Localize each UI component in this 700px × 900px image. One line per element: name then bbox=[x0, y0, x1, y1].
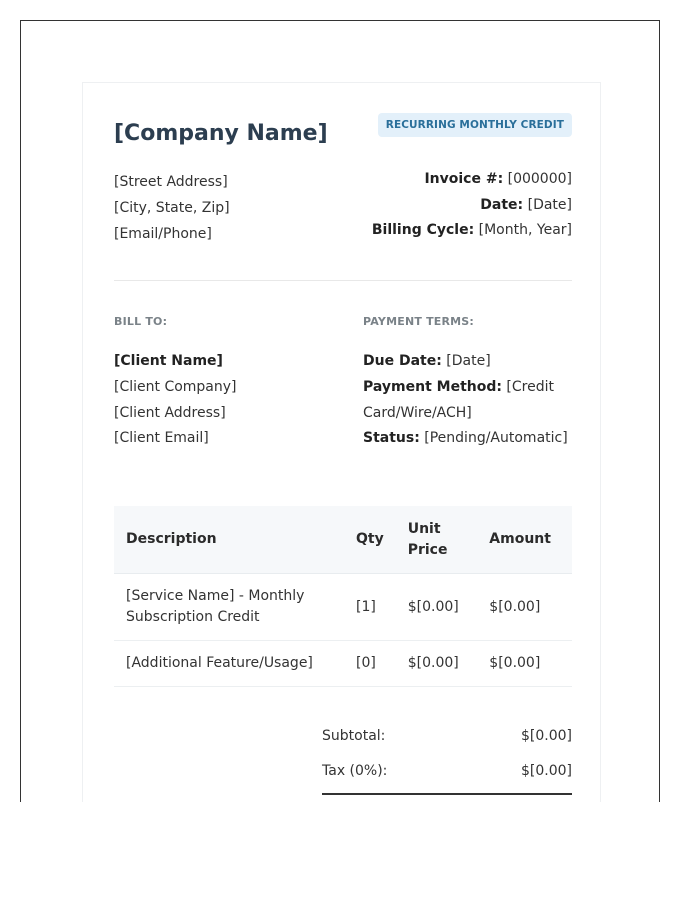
header-qty: Qty bbox=[344, 506, 396, 574]
row-qty: [1] bbox=[344, 574, 396, 641]
tax-row bbox=[322, 758, 572, 793]
invoice-number-line bbox=[372, 167, 572, 193]
client-name: [Client Name] bbox=[114, 353, 223, 369]
sender-address bbox=[114, 169, 230, 247]
invoice-meta bbox=[372, 167, 572, 244]
sender-city: [City, State, Zip] bbox=[114, 200, 230, 216]
due-date-label: Due Date: bbox=[363, 353, 442, 369]
sender-contact: [Email/Phone] bbox=[114, 226, 212, 242]
status-value: [Pending/Automatic] bbox=[424, 430, 568, 447]
payment-method-value: [Credit Card/Wire/ACH] bbox=[363, 378, 554, 421]
invoice-date-label: Date: bbox=[480, 196, 524, 213]
invoice-date-line bbox=[372, 193, 572, 219]
payment-method-label: Payment Method: bbox=[363, 378, 502, 395]
tax-value: $[0.00] bbox=[520, 763, 572, 779]
invoice-number-label: Invoice #: bbox=[424, 171, 504, 187]
billing-cycle-value: [Month, Year] bbox=[478, 222, 572, 238]
row-qty: [0] bbox=[344, 641, 396, 687]
row-unit-price: $[0.00] bbox=[396, 574, 478, 641]
bill-to-label: BILL TO: bbox=[114, 315, 168, 328]
header-description: Description bbox=[114, 506, 344, 574]
invoice-card bbox=[82, 82, 601, 802]
row-amount: $[0.00] bbox=[477, 641, 572, 687]
header-unit-price: Unit Price bbox=[396, 506, 478, 574]
subtotal-value: $[0.00] bbox=[520, 728, 572, 744]
due-date-line bbox=[363, 349, 575, 375]
row-amount: $[0.00] bbox=[477, 574, 572, 641]
subtotal-row bbox=[322, 723, 572, 758]
invoice-number-value: [000000] bbox=[507, 171, 572, 187]
client-address: [Client Address] bbox=[114, 404, 226, 421]
company-name: [Company Name] bbox=[114, 121, 328, 146]
sender-street: [Street Address] bbox=[114, 174, 228, 190]
tax-label: Tax (0%): bbox=[322, 763, 388, 779]
client-company: [Client Company] bbox=[114, 378, 237, 395]
page-frame bbox=[20, 20, 660, 802]
billing-cycle-line bbox=[372, 218, 572, 244]
status-line bbox=[363, 426, 575, 452]
recurring-badge: RECURRING MONTHLY CREDIT bbox=[378, 113, 572, 137]
header-divider bbox=[114, 280, 572, 281]
table-row bbox=[114, 641, 572, 687]
payment-terms-block bbox=[363, 349, 575, 452]
client-email: [Client Email] bbox=[114, 430, 209, 447]
line-items-table bbox=[114, 506, 572, 687]
payment-terms-label: PAYMENT TERMS: bbox=[363, 315, 475, 328]
totals-block bbox=[322, 723, 572, 795]
payment-method-line bbox=[363, 375, 575, 427]
bill-to-block bbox=[114, 349, 237, 452]
billing-cycle-label: Billing Cycle: bbox=[371, 222, 475, 238]
totals-rule bbox=[322, 793, 572, 795]
due-date-value: [Date] bbox=[446, 353, 491, 369]
subtotal-label: Subtotal: bbox=[322, 728, 386, 744]
status-label: Status: bbox=[363, 430, 420, 447]
table-header-row bbox=[114, 506, 572, 574]
row-description: [Additional Feature/Usage] bbox=[114, 641, 344, 687]
row-description: [Service Name] - Monthly Subscription Credit bbox=[114, 574, 344, 641]
row-unit-price: $[0.00] bbox=[396, 641, 478, 687]
invoice-date-value: [Date] bbox=[527, 196, 572, 213]
header-amount: Amount bbox=[477, 506, 572, 574]
table-row bbox=[114, 574, 572, 641]
